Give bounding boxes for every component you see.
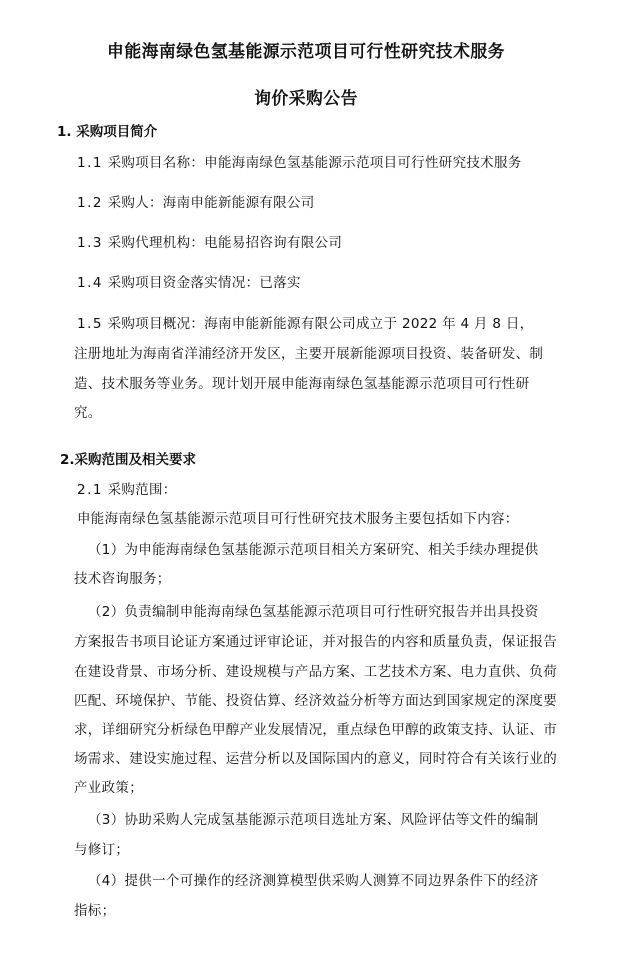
- scope-item-2-line-6: 场需求、建设实施过程、运营分析以及国际国内的意义，同时符合有关该行业的: [74, 751, 557, 767]
- item-number: 2.1: [77, 482, 103, 498]
- item-number: 1.3: [77, 235, 103, 251]
- scope-item-1-line-1: （1）为申能海南绿色氢基能源示范项目相关方案研究、相关手续办理提供: [88, 542, 539, 558]
- section-2-heading: 2.采购范围及相关要求: [60, 452, 197, 468]
- item-number: 1.2: [77, 195, 103, 211]
- item-2-1: [77, 482, 177, 498]
- scope-item-2-line-4: 匹配、环境保护、节能、投资估算、经济效益分析等方面达到国家规定的深度要: [74, 693, 557, 709]
- scope-item-3-line-1: （3）协助采购人完成氢基能源示范项目选址方案、风险评估等文件的编制: [88, 812, 539, 828]
- scope-item-2-line-7: 产业政策；: [74, 780, 143, 796]
- item-1-3: [77, 235, 342, 251]
- item-1-5-line-3: 造、技术服务等业务。现计划开展申能海南绿色氢基能源示范项目可行性研: [74, 376, 530, 392]
- scope-intro: 申能海南绿色氢基能源示范项目可行性研究技术服务主要包括如下内容：: [77, 511, 519, 527]
- item-text: 采购人：海南申能新能源有限公司: [107, 195, 315, 211]
- item-text: 采购项目概况：海南申能新能源有限公司成立于 2022 年 4 月 8 日，: [107, 316, 534, 332]
- item-number: 1.1: [77, 155, 103, 171]
- document-subtitle: 询价采购公告: [254, 89, 358, 109]
- scope-item-2-line-5: 求，详细研究分析绿色甲醇产业发展情况，重点绿色甲醇的政策支持、认证、市: [74, 722, 557, 738]
- item-1-5-line-2: 注册地址为海南省洋浦经济开发区，主要开展新能源项目投资、装备研发、制: [74, 346, 544, 362]
- item-1-2: [77, 195, 315, 211]
- item-1-5-line-4: 究。: [74, 405, 102, 421]
- item-text: 采购项目资金落实情况：已落实: [107, 275, 301, 291]
- document-title: 申能海南绿色氢基能源示范项目可行性研究技术服务: [107, 42, 505, 62]
- section-1-heading: 1. 采购项目简介: [57, 124, 158, 140]
- item-text: 采购代理机构：电能易招咨询有限公司: [107, 235, 343, 251]
- scope-item-4-line-2: 指标；: [74, 903, 116, 919]
- item-text: 采购项目名称：申能海南绿色氢基能源示范项目可行性研究技术服务: [107, 155, 522, 171]
- scope-item-4-line-1: （4）提供一个可操作的经济测算模型供采购人测算不同边界条件下的经济: [88, 873, 539, 889]
- item-1-4: [77, 275, 301, 291]
- item-text: 采购范围：: [107, 482, 177, 498]
- item-number: 1.5: [77, 316, 103, 332]
- scope-item-2-line-3: 在建设背景、市场分析、建设规模与产品方案、工艺技术方案、电力直供、负荷: [74, 664, 557, 680]
- item-number: 1.4: [77, 275, 103, 291]
- item-1-5-line-1: [77, 316, 533, 332]
- item-1-1: [77, 155, 522, 171]
- scope-item-3-line-2: 与修订；: [74, 842, 130, 858]
- scope-item-2-line-1: （2）负责编制申能海南绿色氢基能源示范项目可行性研究报告并出具投资: [88, 604, 539, 620]
- scope-item-2-line-2: 方案报告书项目论证方案通过评审论证，并对报告的内容和质量负责，保证报告: [74, 634, 557, 650]
- scope-item-1-line-2: 技术咨询服务；: [74, 571, 171, 587]
